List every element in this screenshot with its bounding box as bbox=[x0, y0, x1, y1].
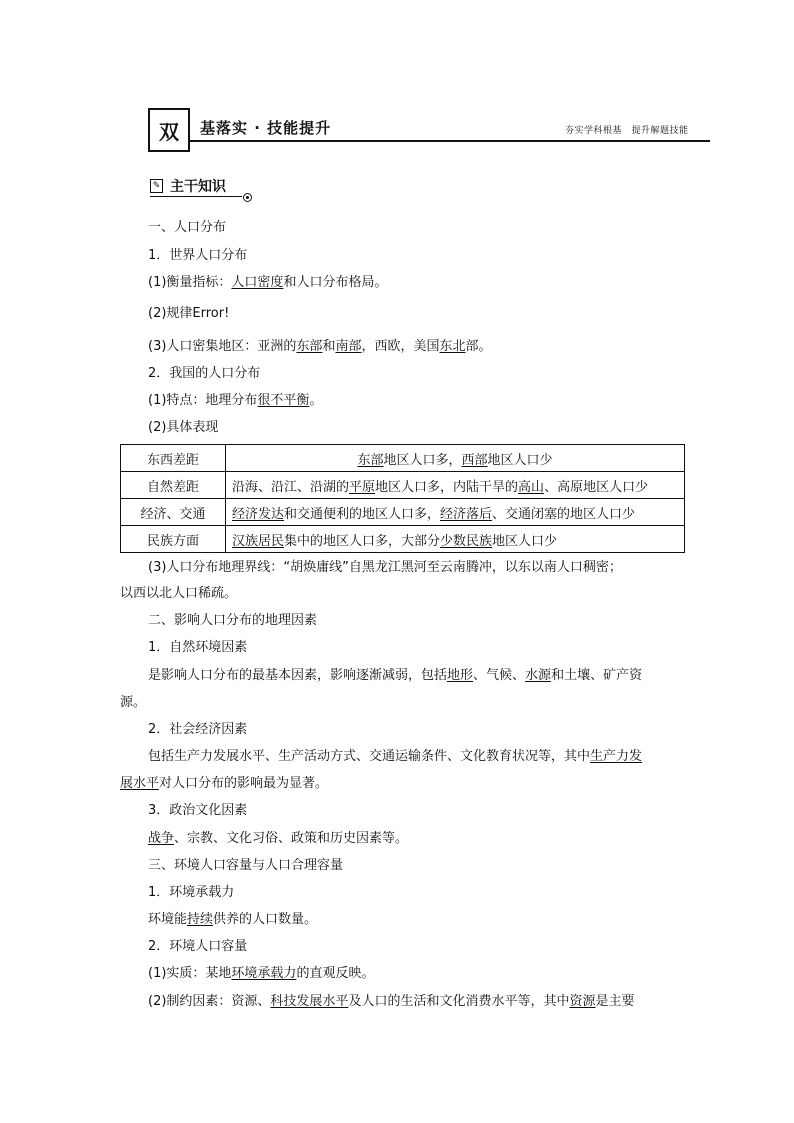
chapter-title: 基落实 · 技能提升 bbox=[200, 119, 332, 137]
row-label: 自然差距 bbox=[121, 472, 226, 499]
badge-char: 双 bbox=[159, 119, 179, 144]
blank-answer: 展水平 bbox=[120, 776, 160, 791]
chapter-subtitle: 夯实学科根基 提升解题技能 bbox=[565, 126, 689, 136]
blank-answer: 持续 bbox=[187, 912, 214, 927]
heading-1: 一、人口分布 bbox=[148, 220, 227, 235]
row-content: 经济发达和交通便利的地区人口多，经济落后、交通闭塞的地区人口少 bbox=[226, 499, 685, 526]
blank-answer: 科技发展水平 bbox=[270, 994, 349, 1009]
paragraph-line: (1)衡量指标：人口密度和人口分布格局。 bbox=[148, 275, 388, 290]
pen-icon: ✎ bbox=[150, 179, 163, 193]
paragraph-line: (2)具体表现 bbox=[148, 420, 219, 435]
blank-answer: 东部 bbox=[296, 339, 323, 354]
paragraph-line: (1)特点：地理分布很不平衡。 bbox=[148, 393, 323, 408]
paragraph-line: (3)人口分布地理界线：“胡焕庸线”自黑龙江黑河至云南腾冲，以东以南人口稠密； bbox=[148, 560, 622, 575]
paragraph-line: (1)实质：某地环境承载力的直观反映。 bbox=[148, 966, 375, 981]
row-content: 东部地区人口多，西部地区人口少 bbox=[226, 445, 685, 472]
subheading-5: 3．政治文化因素 bbox=[148, 803, 248, 818]
paragraph-line: 源。 bbox=[120, 695, 147, 710]
blank-answer: 战争 bbox=[148, 831, 175, 846]
row-label: 经济、交通 bbox=[121, 499, 226, 526]
subheading-4: 2．社会经济因素 bbox=[148, 722, 248, 737]
header-rule bbox=[190, 140, 710, 142]
table-row bbox=[121, 499, 685, 526]
paragraph-line: 环境能持续供养的人口数量。 bbox=[148, 912, 318, 927]
section-number-badge bbox=[148, 108, 190, 152]
paragraph-line: 包括生产力发展水平、生产活动方式、交通运输条件、文化教育状况等，其中生产力发 bbox=[148, 749, 643, 764]
row-content: 汉族居民集中的地区人口多，大部分少数民族地区人口少 bbox=[226, 526, 685, 553]
section-title: 主干知识 bbox=[170, 179, 226, 195]
paragraph-line: 展水平对人口分布的影响最为显著。 bbox=[120, 776, 329, 791]
blank-answer: 水源 bbox=[525, 668, 552, 683]
paragraph-line: (2)规律Error! bbox=[148, 306, 230, 321]
blank-answer: 生产力发 bbox=[590, 749, 643, 764]
table-row bbox=[121, 445, 685, 472]
row-content: 沿海、沿江、沿湖的平原地区人口多，内陆干旱的高山、高原地区人口少 bbox=[226, 472, 685, 499]
row-label: 东西差距 bbox=[121, 445, 226, 472]
blank-answer: 人口密度 bbox=[231, 275, 284, 290]
circle-dot-icon bbox=[243, 193, 252, 202]
section-underline bbox=[150, 196, 242, 197]
blank-answer: 资源 bbox=[569, 994, 596, 1009]
paragraph-line: 是影响人口分布的最基本因素，影响逐渐减弱，包括地形、气候、水源和土壤、矿产资 bbox=[148, 668, 643, 683]
paragraph-line: 以西以北人口稀疏。 bbox=[120, 586, 238, 601]
subheading-7: 2．环境人口容量 bbox=[148, 939, 248, 954]
blank-answer: 很不平衡 bbox=[257, 393, 310, 408]
heading-3: 三、环境人口容量与人口合理容量 bbox=[148, 858, 344, 873]
paragraph-line: 战争、宗教、文化习俗、政策和历史因素等。 bbox=[148, 831, 409, 846]
blank-answer: 环境承载力 bbox=[231, 966, 297, 981]
row-label: 民族方面 bbox=[121, 526, 226, 553]
blank-answer: 南部 bbox=[335, 339, 362, 354]
subheading-1: 1．世界人口分布 bbox=[148, 248, 248, 263]
blank-answer: 地形 bbox=[447, 668, 474, 683]
heading-2: 二、影响人口分布的地理因素 bbox=[148, 613, 318, 628]
table-row bbox=[121, 526, 685, 553]
subheading-3: 1．自然环境因素 bbox=[148, 640, 248, 655]
blank-answer: 东北 bbox=[439, 339, 466, 354]
population-distribution-table bbox=[120, 444, 685, 553]
table-row bbox=[121, 472, 685, 499]
paragraph-line: (3)人口密集地区：亚洲的东部和南部，西欧，美国东北部。 bbox=[148, 339, 492, 354]
paragraph-line: (2)制约因素：资源、科技发展水平及人口的生活和文化消费水平等，其中资源是主要 bbox=[148, 994, 635, 1009]
subheading-6: 1．环境承载力 bbox=[148, 885, 235, 900]
subheading-2: 2．我国的人口分布 bbox=[148, 366, 261, 381]
